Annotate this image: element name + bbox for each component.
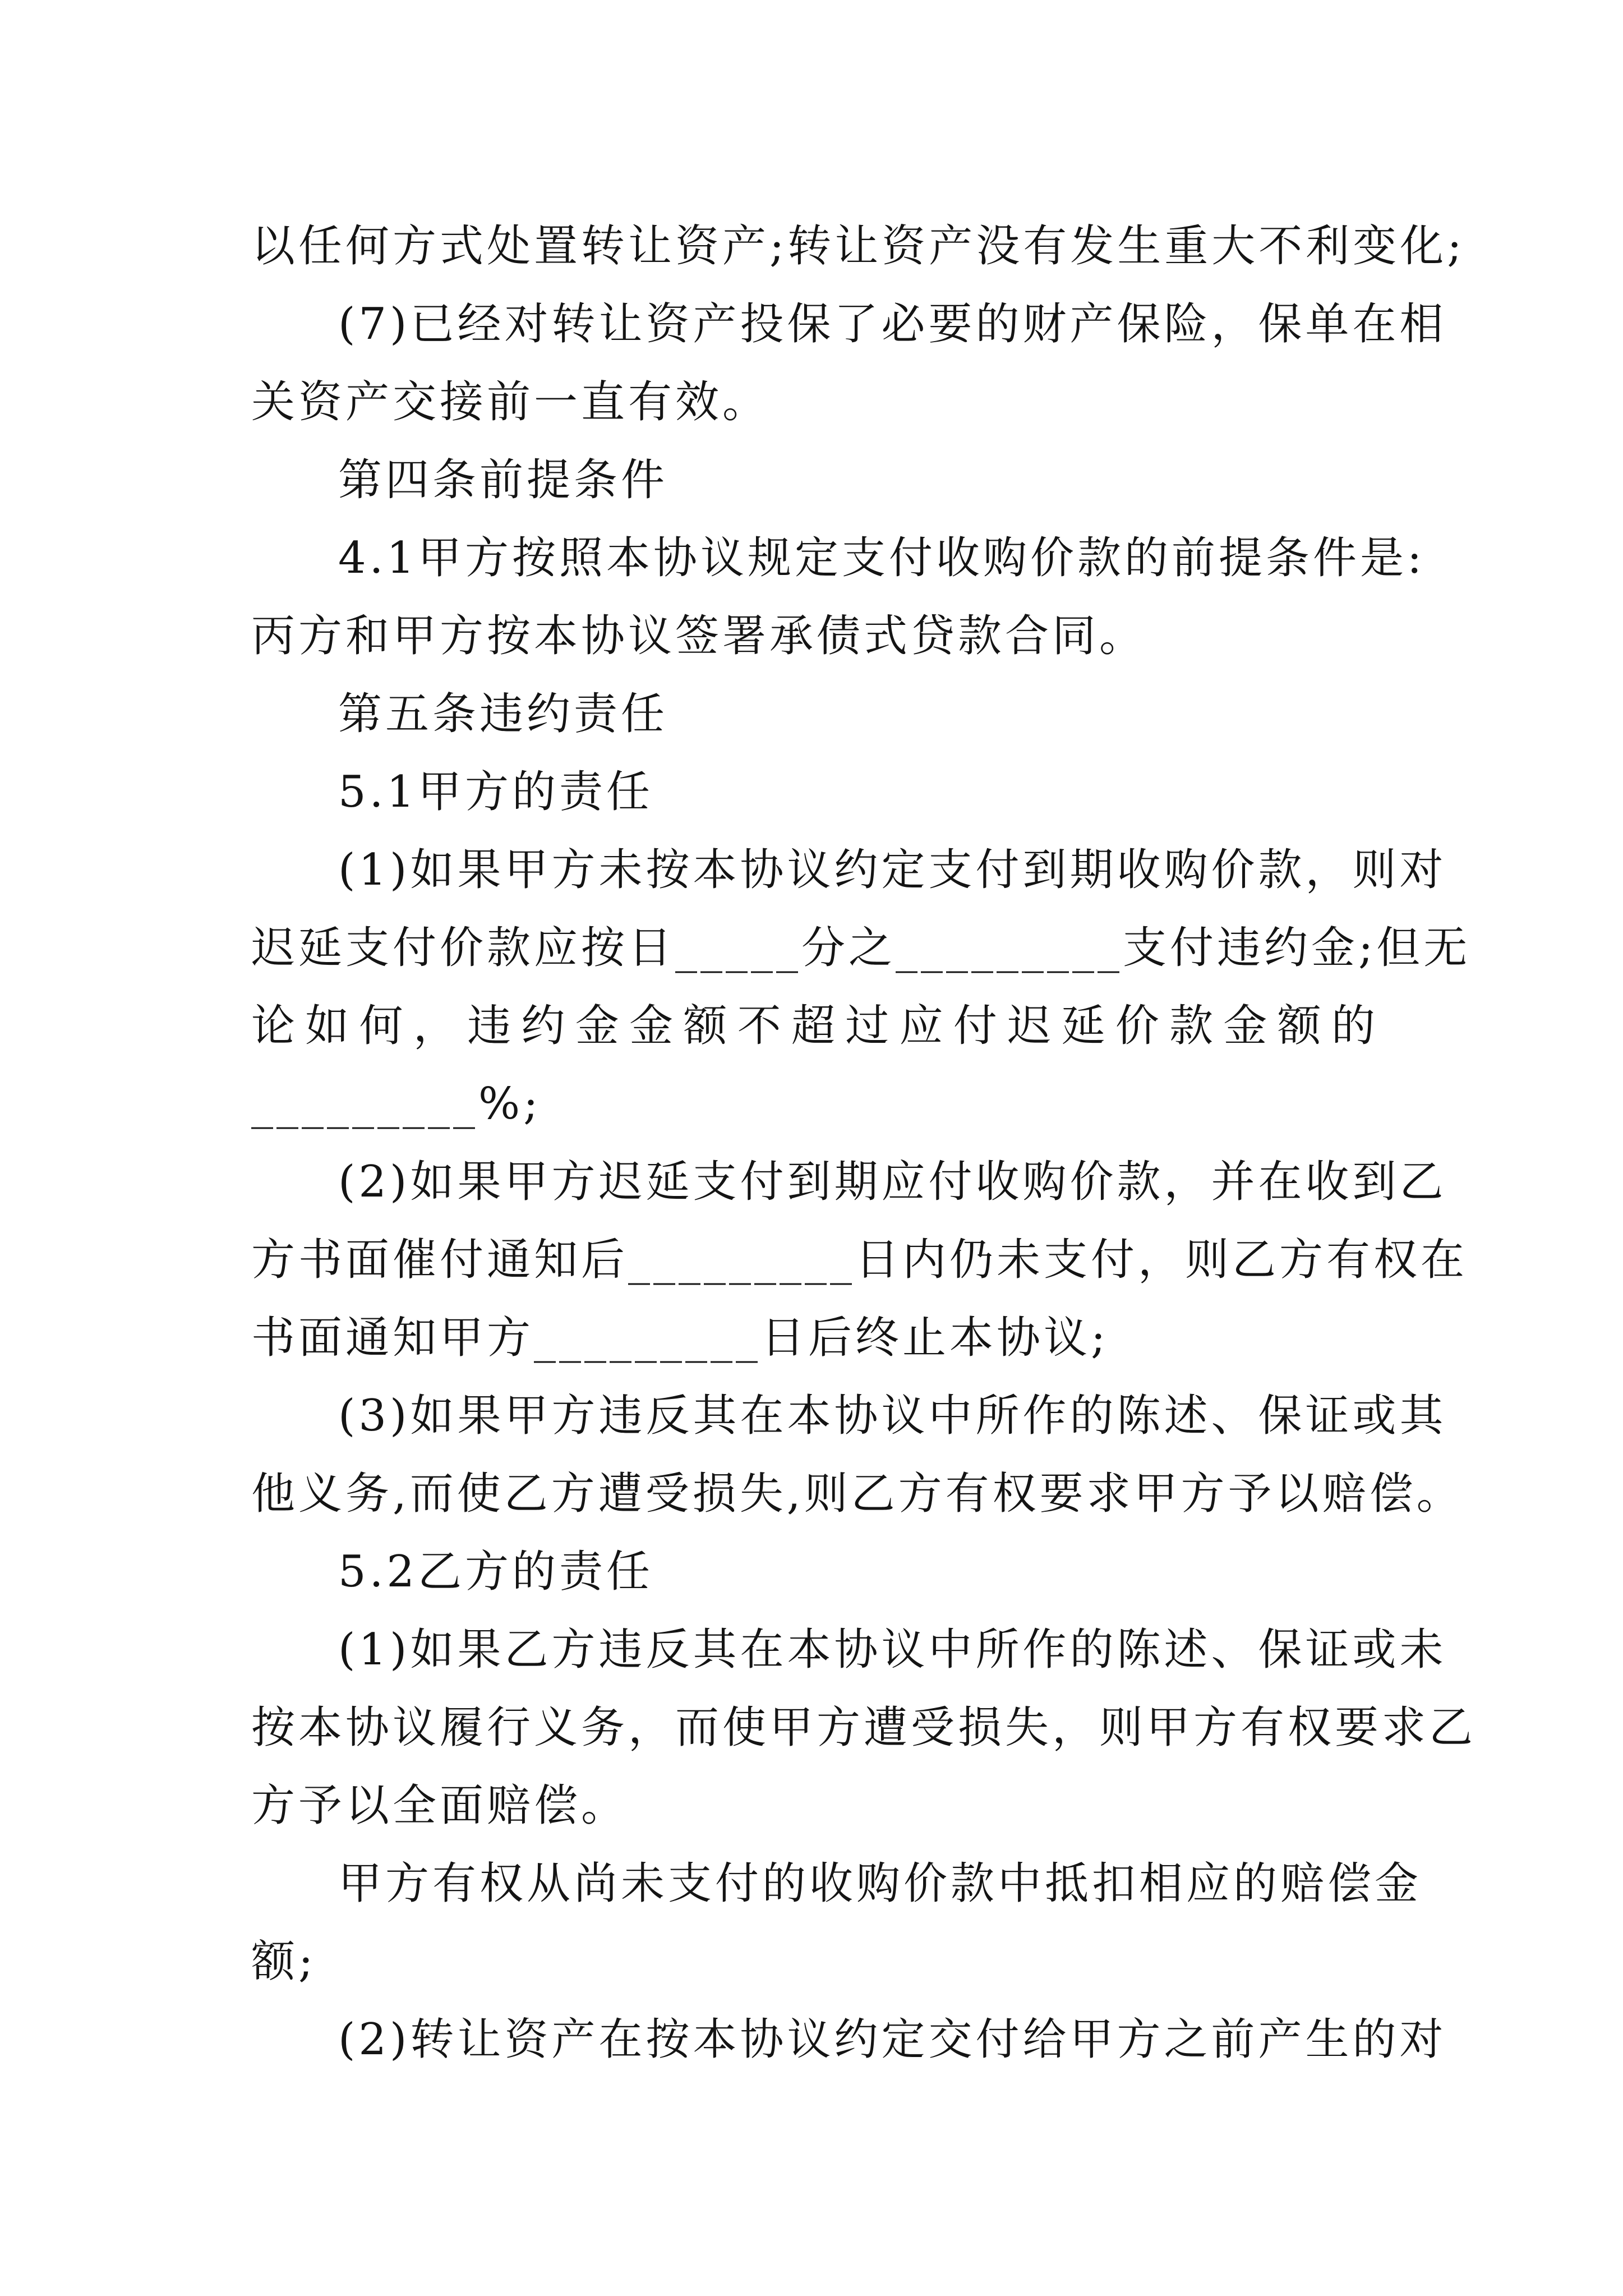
text-line-12: _________%; xyxy=(251,1079,542,1129)
text-line-16: (3)如果甲方违反其在本协议中所作的陈述、保证或其 xyxy=(338,1391,1447,1441)
text-line-11: 论如何，违约金金额不超过应付迟延价款金额的 xyxy=(251,1001,1378,1051)
text-line-17: 他义务,而使乙方遭受损失,则乙方有权要求甲方予以赔偿。 xyxy=(251,1469,1464,1519)
text-line-3: 关资产交接前一直有效。 xyxy=(251,377,770,427)
text-line-24: (2)转让资产在按本协议约定交付给甲方之前产生的对 xyxy=(338,2014,1447,2065)
text-line-21: 方予以全面赔偿。 xyxy=(251,1780,629,1831)
text-line-9: (1)如果甲方未按本协议约定支付到期收购价款，则对 xyxy=(338,845,1447,895)
subsection-heading-5-1: 5.1甲方的责任 xyxy=(338,767,654,817)
text-line-19: (1)如果乙方违反其在本协议中所作的陈述、保证或未 xyxy=(338,1625,1447,1675)
text-line-5: 4.1甲方按照本协议规定支付收购价款的前提条件是: xyxy=(338,533,1426,583)
section-heading-article-5: 第五条违约责任 xyxy=(338,689,668,739)
text-line-20: 按本协议履行义务，而使甲方遭受损失，则甲方有权要求乙 xyxy=(251,1703,1477,1753)
document-body xyxy=(251,208,1477,2079)
text-line-10: 迟延支付价款应按日_____分之_________支付违约金;但无 xyxy=(251,923,1471,973)
text-line-13: (2)如果甲方迟延支付到期应付收购价款，并在收到乙 xyxy=(338,1157,1447,1207)
text-line-14: 方书面催付通知后_________日内仍未支付，则乙方有权在 xyxy=(251,1235,1468,1285)
text-line-15: 书面通知甲方_________日后终止本协议; xyxy=(251,1313,1109,1363)
text-line-6: 丙方和甲方按本协议签署承债式贷款合同。 xyxy=(251,611,1147,661)
section-heading-article-4: 第四条前提条件 xyxy=(338,455,668,505)
text-line-22: 甲方有权从尚未支付的收购价款中抵扣相应的赔偿金 xyxy=(338,1858,1422,1909)
text-line-2: (7)已经对转让资产投保了必要的财产保险，保单在相 xyxy=(338,299,1447,349)
subsection-heading-5-2: 5.2乙方的责任 xyxy=(338,1547,654,1597)
text-line-23: 额; xyxy=(251,1936,317,1987)
text-line-1: 以任何方式处置转让资产;转让资产没有发生重大不利变化; xyxy=(251,221,1465,272)
